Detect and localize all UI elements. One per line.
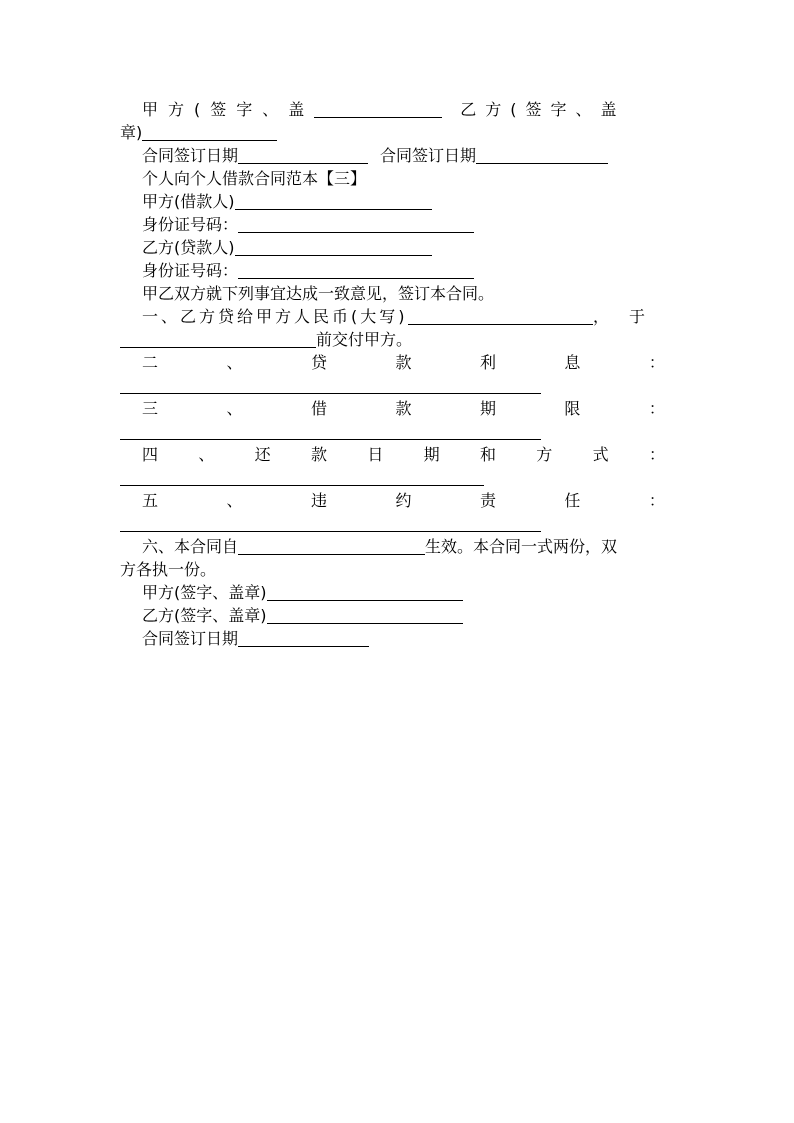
item-3-char: 款	[395, 399, 412, 418]
borrower-id-row	[120, 213, 675, 236]
item-1-amount-blank	[408, 307, 593, 325]
party-b-signature-label: 乙方(签字、盖	[460, 100, 626, 119]
item-2-char: 款	[395, 353, 412, 372]
item-2-char: 贷	[310, 353, 327, 372]
lender-label: 乙方(贷款人)	[142, 238, 235, 257]
item-4-char: 款	[310, 445, 327, 464]
contract-date-label-right: 合同签订日期	[380, 146, 477, 165]
item-2-char: ：	[648, 353, 665, 372]
loan-contract-text	[120, 98, 675, 650]
item-3-char: 期	[479, 399, 496, 418]
borrower-blank	[235, 192, 432, 210]
liability-blank	[120, 514, 541, 532]
borrower-id-blank	[238, 215, 474, 233]
item-4-char: 、	[198, 445, 215, 464]
item-4-char: 式	[592, 445, 609, 464]
interest-blank	[120, 376, 541, 394]
borrower-id-label: 身份证号码：	[142, 215, 239, 234]
signature-row-2	[120, 121, 675, 144]
repayment-blank	[120, 468, 484, 486]
final-date-row	[120, 627, 675, 650]
final-party-a-row	[120, 581, 675, 604]
lender-row	[120, 236, 675, 259]
agreement-statement	[120, 282, 675, 305]
contract-date-label-left: 合同签订日期	[142, 146, 239, 165]
signature-row-1	[120, 98, 675, 121]
item-5-char: 五	[142, 491, 159, 510]
item-4-char: 和	[479, 445, 496, 464]
item-2-row	[120, 351, 675, 374]
contract-date-row	[120, 144, 675, 167]
item-2-blank-row	[120, 374, 675, 397]
item-5-char: 违	[310, 491, 327, 510]
final-party-a-blank	[267, 583, 463, 601]
item-2-char: 息	[564, 353, 581, 372]
contract-title: 个人向个人借款合同范本【三】	[142, 169, 367, 188]
item-3-char: 限	[564, 399, 581, 418]
borrower-row	[120, 190, 675, 213]
item-4-char: ：	[648, 445, 665, 464]
item-3-char: 借	[310, 399, 327, 418]
party-a-signature-blank	[314, 100, 442, 118]
item-5-char: 、	[226, 491, 243, 510]
item-4-char: 方	[536, 445, 553, 464]
item-5-row	[120, 489, 675, 512]
item-5-char: 任	[564, 491, 581, 510]
contract-date-blank-left	[238, 146, 368, 164]
item-4-char: 四	[142, 445, 159, 464]
item-2-char: 二	[142, 353, 159, 372]
final-party-a-label: 甲方(签字、盖章)	[142, 583, 267, 602]
lender-blank	[235, 238, 432, 256]
item-6-row	[120, 535, 675, 558]
item-3-char: ：	[648, 399, 665, 418]
item-3-char: 、	[226, 399, 243, 418]
item-6-start: 六、本合同自	[142, 537, 239, 556]
final-date-label: 合同签订日期	[142, 629, 239, 648]
party-a-signature-label: 甲方(签字、盖	[142, 100, 315, 119]
item-5-char: 责	[479, 491, 496, 510]
contract-heading	[120, 167, 675, 190]
item-1-text: 一、乙方贷给甲方人民币(大写)	[142, 307, 408, 326]
item-4-char: 期	[423, 445, 440, 464]
item-3-blank-row	[120, 420, 675, 443]
effective-date-blank	[238, 537, 425, 555]
item-6-continue-text: 方各执一份。	[120, 560, 217, 579]
agreement-text: 甲乙双方就下列事宜达成一致意见，签订本合同。	[142, 284, 495, 303]
final-party-b-row	[120, 604, 675, 627]
item-5-char: ：	[648, 491, 665, 510]
lender-id-blank	[238, 261, 474, 279]
item-1-continuation	[120, 328, 675, 351]
signature-continuation: 章)	[120, 123, 143, 142]
item-1-date-blank	[120, 330, 316, 348]
item-4-row	[120, 443, 675, 466]
item-1-comma: ，于	[592, 307, 665, 326]
item-4-char: 日	[367, 445, 384, 464]
item-1-row	[120, 305, 675, 328]
party-b-signature-blank	[142, 123, 277, 141]
item-2-char: 、	[226, 353, 243, 372]
item-3-row	[120, 397, 675, 420]
item-4-char: 还	[254, 445, 271, 464]
final-party-b-blank	[267, 606, 463, 624]
item-2-char: 利	[479, 353, 496, 372]
lender-id-row	[120, 259, 675, 282]
item-6-continuation	[120, 558, 675, 581]
item-5-char: 约	[395, 491, 412, 510]
contract-date-blank-right	[476, 146, 608, 164]
item-3-char: 三	[142, 399, 159, 418]
borrower-label: 甲方(借款人)	[142, 192, 235, 211]
term-blank	[120, 422, 541, 440]
item-1-tail: 前交付甲方。	[316, 330, 413, 349]
lender-id-label: 身份证号码：	[142, 261, 239, 280]
item-6-end: 生效。本合同一式两份，双	[425, 537, 618, 556]
final-date-blank	[238, 629, 369, 647]
final-party-b-label: 乙方(签字、盖章)	[142, 606, 267, 625]
item-4-blank-row	[120, 466, 675, 489]
item-5-blank-row	[120, 512, 675, 535]
